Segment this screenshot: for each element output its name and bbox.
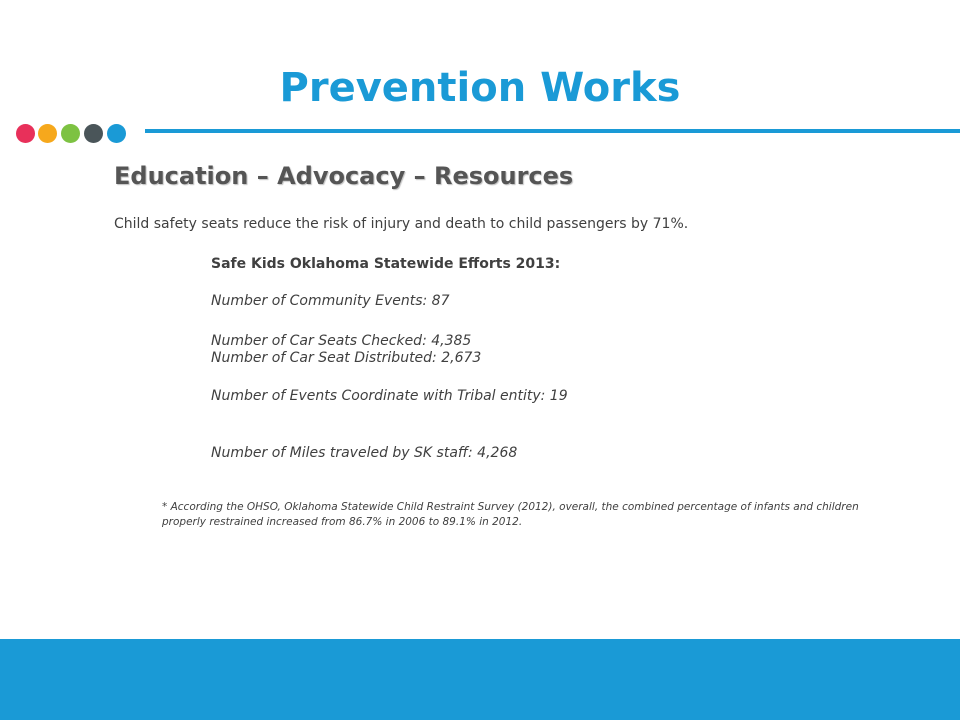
- title-rule: [145, 129, 960, 133]
- efforts-heading: Safe Kids Oklahoma Statewide Efforts 2013:: [211, 256, 561, 272]
- slide-title: Prevention Works: [279, 65, 681, 111]
- stat-car-seats-checked: Number of Car Seats Checked: 4,385: [211, 333, 472, 349]
- stat-community-events: Number of Community Events: 87: [211, 293, 450, 309]
- stat-tribal-events: Number of Events Coordinate with Tribal entity: 19: [211, 388, 568, 404]
- dot-4: [84, 124, 103, 143]
- dot-2: [38, 124, 57, 143]
- dot-5: [107, 124, 126, 143]
- footnote: * According the OHSO, Oklahoma Statewide Child Restraint Survey (2012), overall, the combined percentage of infants and children properly restrained increased from 86.7% in 2006 to 89.1% in 2012.: [162, 501, 859, 528]
- footer-band: [0, 639, 960, 720]
- stat-miles-traveled: Number of Miles traveled by SK staff: 4,268: [211, 445, 518, 461]
- stat-car-seats-distributed: Number of Car Seat Distributed: 2,673: [211, 350, 482, 366]
- intro-text: Child safety seats reduce the risk of injury and death to child passengers by 71%.: [114, 216, 689, 232]
- dot-3: [61, 124, 80, 143]
- dot-1: [16, 124, 35, 143]
- section-subheading: Education – Advocacy – Resources: [114, 162, 574, 190]
